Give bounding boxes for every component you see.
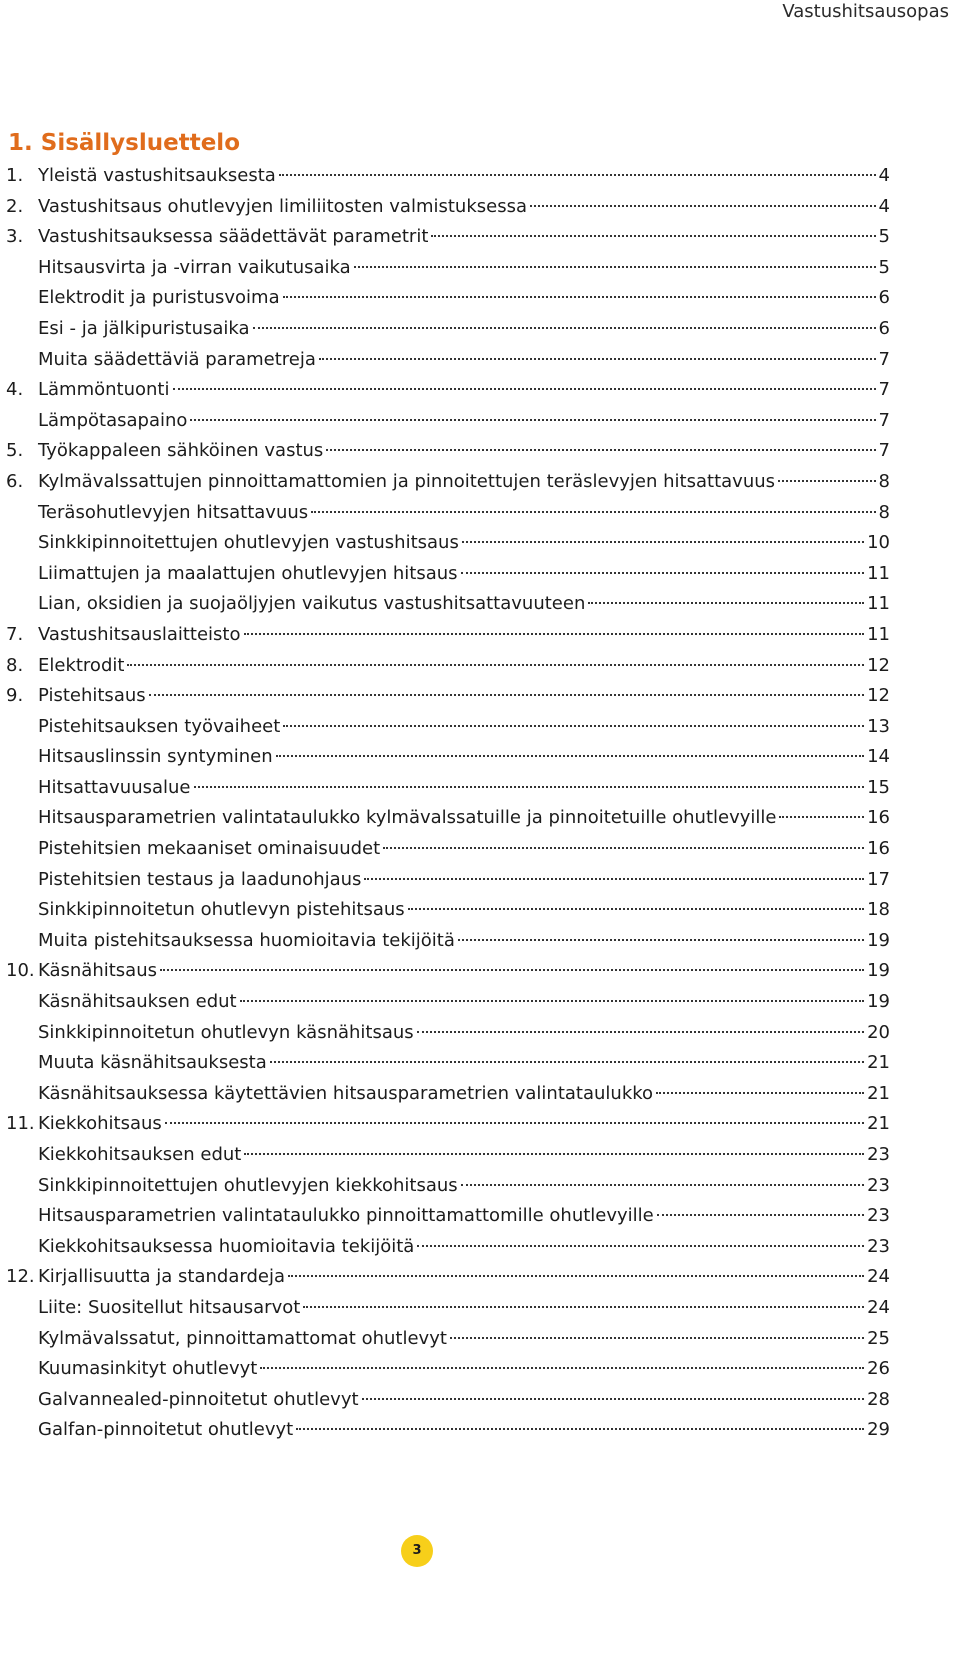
toc-entry-link[interactable]: [38, 467, 890, 498]
toc-entry-link[interactable]: [38, 803, 890, 834]
toc-entry-page: 8: [878, 470, 890, 492]
toc-dot-leader: [779, 816, 864, 818]
toc-entry-title: Hitsattavuusalue: [38, 776, 191, 798]
toc-entry: [0, 559, 890, 590]
toc-entry-link[interactable]: [38, 895, 890, 926]
toc-dot-leader: [260, 1367, 864, 1369]
toc-entry-title: Käsnähitsauksessa käytettävien hitsausparametrien valintataulukko: [38, 1082, 654, 1104]
toc-entry-link[interactable]: [38, 1415, 890, 1446]
toc-entry-page: 19: [867, 960, 890, 982]
toc-dot-leader: [279, 174, 876, 176]
toc-entry-link[interactable]: [38, 436, 890, 467]
toc-entry-title: Vastushitsauslaitteisto: [38, 623, 241, 645]
toc-entry-link[interactable]: [38, 161, 890, 192]
toc-entry-page: 12: [867, 685, 890, 707]
toc-entry-title: Teräsohutlevyjen hitsattavuus: [38, 501, 309, 523]
toc-dot-leader: [362, 1398, 865, 1400]
toc-dot-leader: [194, 786, 865, 788]
toc-entry-number: 10.: [6, 960, 35, 982]
toc-entry-link[interactable]: [38, 222, 890, 253]
toc-entry-page: 8: [878, 501, 890, 523]
toc-entry: [0, 1232, 890, 1263]
toc-dot-leader: [190, 419, 875, 421]
toc-entry-page: 24: [867, 1266, 890, 1288]
toc-entry-page: 21: [867, 1113, 890, 1135]
toc-entry: [0, 192, 890, 223]
toc-entry-page: 16: [867, 807, 890, 829]
toc-entry-link[interactable]: [38, 1201, 890, 1232]
toc-entry-title: Sinkkipinnoitettujen ohutlevyjen kiekkohitsaus: [38, 1174, 458, 1196]
toc-entry-title: Esi - ja jälkipuristusaika: [38, 317, 250, 339]
toc-entry-link[interactable]: [38, 1262, 890, 1293]
toc-entry-page: 10: [867, 532, 890, 554]
toc-entry: [0, 1385, 890, 1416]
toc-entry-page: 7: [878, 440, 890, 462]
toc-entry: [0, 651, 890, 682]
toc-entry-page: 6: [878, 287, 890, 309]
toc-entry-link[interactable]: [38, 773, 890, 804]
toc-entry-link[interactable]: [38, 926, 890, 957]
toc-dot-leader: [244, 633, 865, 635]
toc-entry: [0, 345, 890, 376]
toc-entry-title: Yleistä vastushitsauksesta: [38, 165, 276, 186]
toc-entry: [0, 283, 890, 314]
toc-entry-link[interactable]: [38, 987, 890, 1018]
toc-entry-link[interactable]: [38, 742, 890, 773]
toc-entry-page: 21: [867, 1052, 890, 1074]
toc-entry-title: Sinkkipinnoitettujen ohutlevyjen vastushitsaus: [38, 532, 459, 554]
toc-entry-title: Lämmöntuonti: [38, 379, 170, 401]
toc-entry-title: Pistehitsaus: [38, 685, 146, 707]
toc-entry-number: 9.: [6, 685, 24, 707]
toc-dot-leader: [244, 1153, 864, 1155]
running-header-title: Vastushitsausopas: [782, 1, 949, 22]
toc-entry-title: Galfan-pinnoitetut ohutlevyt: [38, 1419, 294, 1441]
toc-entry: [0, 620, 890, 651]
toc-entry-link[interactable]: [38, 1018, 890, 1049]
toc-entry-title: Pistehitsien testaus ja laadunohjaus: [38, 868, 362, 890]
toc-entry-title: Muuta käsnähitsauksesta: [38, 1052, 267, 1074]
toc-entry-page: 23: [867, 1205, 890, 1227]
toc-entry-title: Kiekkohitsauksen edut: [38, 1144, 242, 1165]
toc-dot-leader: [283, 725, 864, 727]
toc-entry-link[interactable]: [38, 956, 890, 987]
toc-entry-link[interactable]: [38, 406, 890, 437]
toc-entry: [0, 834, 890, 865]
toc-entry: [0, 467, 890, 498]
toc-entry-title: Käsnähitsaus: [38, 960, 157, 982]
toc-entry-title: Lian, oksidien ja suojaöljyjen vaikutus vastushitsattavuuteen: [38, 593, 586, 615]
toc-entry-page: 16: [867, 838, 890, 860]
toc-entry-number: 11.: [6, 1113, 35, 1135]
toc-entry-link[interactable]: [38, 1354, 890, 1385]
toc-entry-link[interactable]: [38, 589, 890, 620]
toc-dot-leader: [417, 1245, 864, 1247]
toc-entry-page: 18: [867, 899, 890, 921]
toc-entry-page: 6: [878, 317, 890, 339]
toc-entry-page: 12: [867, 654, 890, 676]
toc-dot-leader: [165, 1122, 864, 1124]
toc-entry-link[interactable]: [38, 1048, 890, 1079]
toc-entry: [0, 1018, 890, 1049]
toc-dot-leader: [240, 1000, 865, 1002]
toc-dot-leader: [364, 878, 864, 880]
toc-dot-leader: [458, 939, 864, 941]
toc-entry-title: Elektrodit: [38, 654, 125, 676]
toc-dot-leader: [160, 969, 864, 971]
toc-entry-title: Pistehitsauksen työvaiheet: [38, 715, 281, 737]
toc-entry-title: Sinkkipinnoitetun ohutlevyn pistehitsaus: [38, 899, 405, 921]
toc-dot-leader: [417, 1031, 864, 1033]
toc-entry-page: 19: [867, 929, 890, 951]
toc-entry: [0, 1262, 890, 1293]
toc-entry: [0, 314, 890, 345]
toc-entry-link[interactable]: [38, 834, 890, 865]
toc-dot-leader: [303, 1306, 864, 1308]
toc-entry: [0, 1415, 890, 1446]
toc-entry-number: 12.: [6, 1266, 35, 1288]
toc-entry-link[interactable]: [38, 314, 890, 345]
toc-entry: [0, 406, 890, 437]
toc-dot-leader: [149, 694, 864, 696]
toc-entry-link[interactable]: [38, 192, 890, 223]
toc-entry-title: Hitsausparametrien valintataulukko pinnoittamattomille ohutlevyille: [38, 1205, 654, 1227]
toc-entry: [0, 528, 890, 559]
toc-entry: [0, 161, 890, 192]
toc-entry-link[interactable]: [38, 1171, 890, 1202]
toc-entry-title: Galvannealed-pinnoitetut ohutlevyt: [38, 1388, 359, 1410]
toc-entry: [0, 375, 890, 406]
toc-entry: [0, 865, 890, 896]
toc-entry: [0, 773, 890, 804]
toc-entry-link[interactable]: [38, 620, 890, 651]
toc-dot-leader: [656, 1092, 864, 1094]
toc-entry-title: Vastushitsaus ohutlevyjen limiliitosten valmistuksessa: [38, 195, 527, 217]
toc-entry: [0, 742, 890, 773]
toc-entry: [0, 589, 890, 620]
toc-dot-leader: [530, 205, 876, 207]
toc-dot-leader: [383, 847, 864, 849]
toc-dot-leader: [283, 296, 876, 298]
toc-entry: [0, 253, 890, 284]
toc-entry-link[interactable]: [38, 345, 890, 376]
toc-entry-link[interactable]: [38, 528, 890, 559]
toc-entry-page: 23: [867, 1144, 890, 1165]
toc-entry: [0, 1048, 890, 1079]
toc-entry-title: Kirjallisuutta ja standardeja: [38, 1266, 285, 1288]
toc-entry-link[interactable]: [38, 1324, 890, 1355]
toc-entry-title: Kiekkohitsauksessa huomioitavia tekijöitä: [38, 1235, 415, 1257]
toc-dot-leader: [127, 664, 864, 666]
toc-entry: [0, 895, 890, 926]
toc-entry-page: 15: [867, 776, 890, 798]
toc-entry-number: 4.: [6, 379, 24, 401]
toc-entry: [0, 1109, 890, 1140]
toc-entry-page: 14: [867, 746, 890, 768]
toc-entry-page: 24: [867, 1296, 890, 1318]
toc-entry-link[interactable]: [38, 1140, 890, 1171]
toc-entry-link[interactable]: [38, 681, 890, 712]
toc-entry-page: 17: [867, 868, 890, 890]
toc-dot-leader: [462, 541, 864, 543]
toc-entry-title: Sinkkipinnoitetun ohutlevyn käsnähitsaus: [38, 1021, 414, 1043]
toc-heading-title: Sisällysluettelo: [40, 130, 240, 156]
toc-entry-link[interactable]: [38, 283, 890, 314]
toc-entry-page: 23: [867, 1174, 890, 1196]
toc-entry: [0, 1201, 890, 1232]
toc-entry-page: 11: [867, 562, 890, 584]
toc-dot-leader: [461, 1184, 864, 1186]
toc-entry-number: 7.: [6, 623, 24, 645]
toc-entry-page: 7: [878, 379, 890, 401]
toc-entry: [0, 222, 890, 253]
toc-entry: [0, 1171, 890, 1202]
toc-entry-number: 3.: [6, 226, 24, 248]
toc-entry-link[interactable]: [38, 1293, 890, 1324]
toc-entry-title: Työkappaleen sähköinen vastus: [38, 440, 324, 462]
toc-entry-link[interactable]: [38, 651, 890, 682]
toc-entry-title: Hitsausvirta ja -virran vaikutusaika: [38, 256, 351, 278]
toc-dot-leader: [326, 449, 875, 451]
toc-entry-page: 26: [867, 1358, 890, 1380]
toc-dot-leader: [354, 266, 876, 268]
toc-dot-leader: [311, 511, 875, 513]
toc-dot-leader: [288, 1275, 864, 1277]
toc-entry-title: Muita säädettäviä parametreja: [38, 348, 316, 370]
toc-entry: [0, 956, 890, 987]
toc-dot-leader: [319, 358, 876, 360]
toc-entry-link[interactable]: [38, 1109, 890, 1140]
toc-entry: [0, 1354, 890, 1385]
toc-entry-link[interactable]: [38, 375, 890, 406]
toc-entry: [0, 436, 890, 467]
toc-entry-title: Hitsausparametrien valintataulukko kylmävalssatuille ja pinnoitetuille ohutlevyille: [38, 807, 777, 829]
toc-dot-leader: [408, 908, 864, 910]
toc-entry-page: 11: [867, 593, 890, 615]
toc-entry-page: 29: [867, 1419, 890, 1441]
toc-dot-leader: [778, 480, 876, 482]
toc-entry: [0, 1293, 890, 1324]
toc-entry-title: Käsnähitsauksen edut: [38, 991, 237, 1013]
toc-heading-number: 1.: [8, 130, 33, 156]
toc-entry-page: 5: [878, 226, 890, 248]
toc-entry-page: 11: [867, 623, 890, 645]
toc-entry-title: Kylmävalssatut, pinnoittamattomat ohutlevyt: [38, 1327, 447, 1349]
toc-entry: [0, 498, 890, 529]
toc-entry-page: 21: [867, 1082, 890, 1104]
toc-dot-leader: [431, 235, 875, 237]
toc-dot-leader: [173, 388, 876, 390]
toc-dot-leader: [461, 572, 865, 574]
toc-entry-page: 20: [867, 1021, 890, 1043]
toc-entry-page: 28: [867, 1388, 890, 1410]
toc-entry-link[interactable]: [38, 559, 890, 590]
toc-entry-page: 4: [878, 195, 890, 217]
toc-entry: [0, 681, 890, 712]
toc-entry-page: 25: [867, 1327, 890, 1349]
toc-entry: [0, 1324, 890, 1355]
toc-entry-title: Vastushitsauksessa säädettävät parametrit: [38, 226, 429, 248]
toc-entry: [0, 1079, 890, 1110]
toc-entry-title: Elektrodit ja puristusvoima: [38, 287, 280, 309]
toc-entry-number: 6.: [6, 470, 24, 492]
toc-entry-page: 23: [867, 1235, 890, 1257]
toc-entry: [0, 926, 890, 957]
toc-entry: [0, 712, 890, 743]
toc-entry-title: Kiekkohitsaus: [38, 1113, 162, 1135]
toc-entry-number: 8.: [6, 654, 24, 676]
toc-entry-number: 5.: [6, 440, 24, 462]
toc-entry-link[interactable]: [38, 498, 890, 529]
toc-entry-link[interactable]: [38, 1079, 890, 1110]
toc-entry-title: Kuumasinkityt ohutlevyt: [38, 1358, 258, 1380]
toc-entry-page: 7: [878, 348, 890, 370]
toc-entry-page: 19: [867, 991, 890, 1013]
toc-entry: [0, 987, 890, 1018]
toc-heading: [8, 128, 240, 158]
table-of-contents: [0, 161, 890, 1446]
toc-entry-title: Kylmävalssattujen pinnoittamattomien ja pinnoitettujen teräslevyjen hitsattavuus: [38, 470, 776, 492]
toc-entry-title: Liite: Suositellut hitsausarvot: [38, 1296, 301, 1318]
page-number-badge: 3: [401, 1535, 433, 1567]
toc-entry-page: 7: [878, 409, 890, 431]
toc-entry-link[interactable]: [38, 1385, 890, 1416]
toc-entry-link[interactable]: [38, 253, 890, 284]
toc-entry-link[interactable]: [38, 712, 890, 743]
toc-entry-link[interactable]: [38, 865, 890, 896]
toc-dot-leader: [588, 602, 864, 604]
toc-entry-number: 1.: [6, 165, 24, 186]
toc-dot-leader: [657, 1214, 864, 1216]
toc-entry: [0, 1140, 890, 1171]
toc-entry-page: 13: [867, 715, 890, 737]
toc-entry-page: 5: [878, 256, 890, 278]
toc-entry-page: 4: [878, 165, 890, 186]
toc-entry-title: Hitsauslinssin syntyminen: [38, 746, 273, 768]
toc-dot-leader: [450, 1337, 864, 1339]
toc-entry-link[interactable]: [38, 1232, 890, 1263]
toc-entry-title: Liimattujen ja maalattujen ohutlevyjen hitsaus: [38, 562, 458, 584]
toc-dot-leader: [296, 1428, 864, 1430]
toc-entry-title: Pistehitsien mekaaniset ominaisuudet: [38, 838, 381, 860]
toc-entry-title: Lämpötasapaino: [38, 409, 188, 431]
toc-dot-leader: [276, 755, 864, 757]
toc-dot-leader: [253, 327, 876, 329]
toc-dot-leader: [270, 1061, 864, 1063]
toc-entry-title: Muita pistehitsauksessa huomioitavia tekijöitä: [38, 929, 455, 951]
toc-entry-number: 2.: [6, 195, 24, 217]
toc-entry: [0, 803, 890, 834]
